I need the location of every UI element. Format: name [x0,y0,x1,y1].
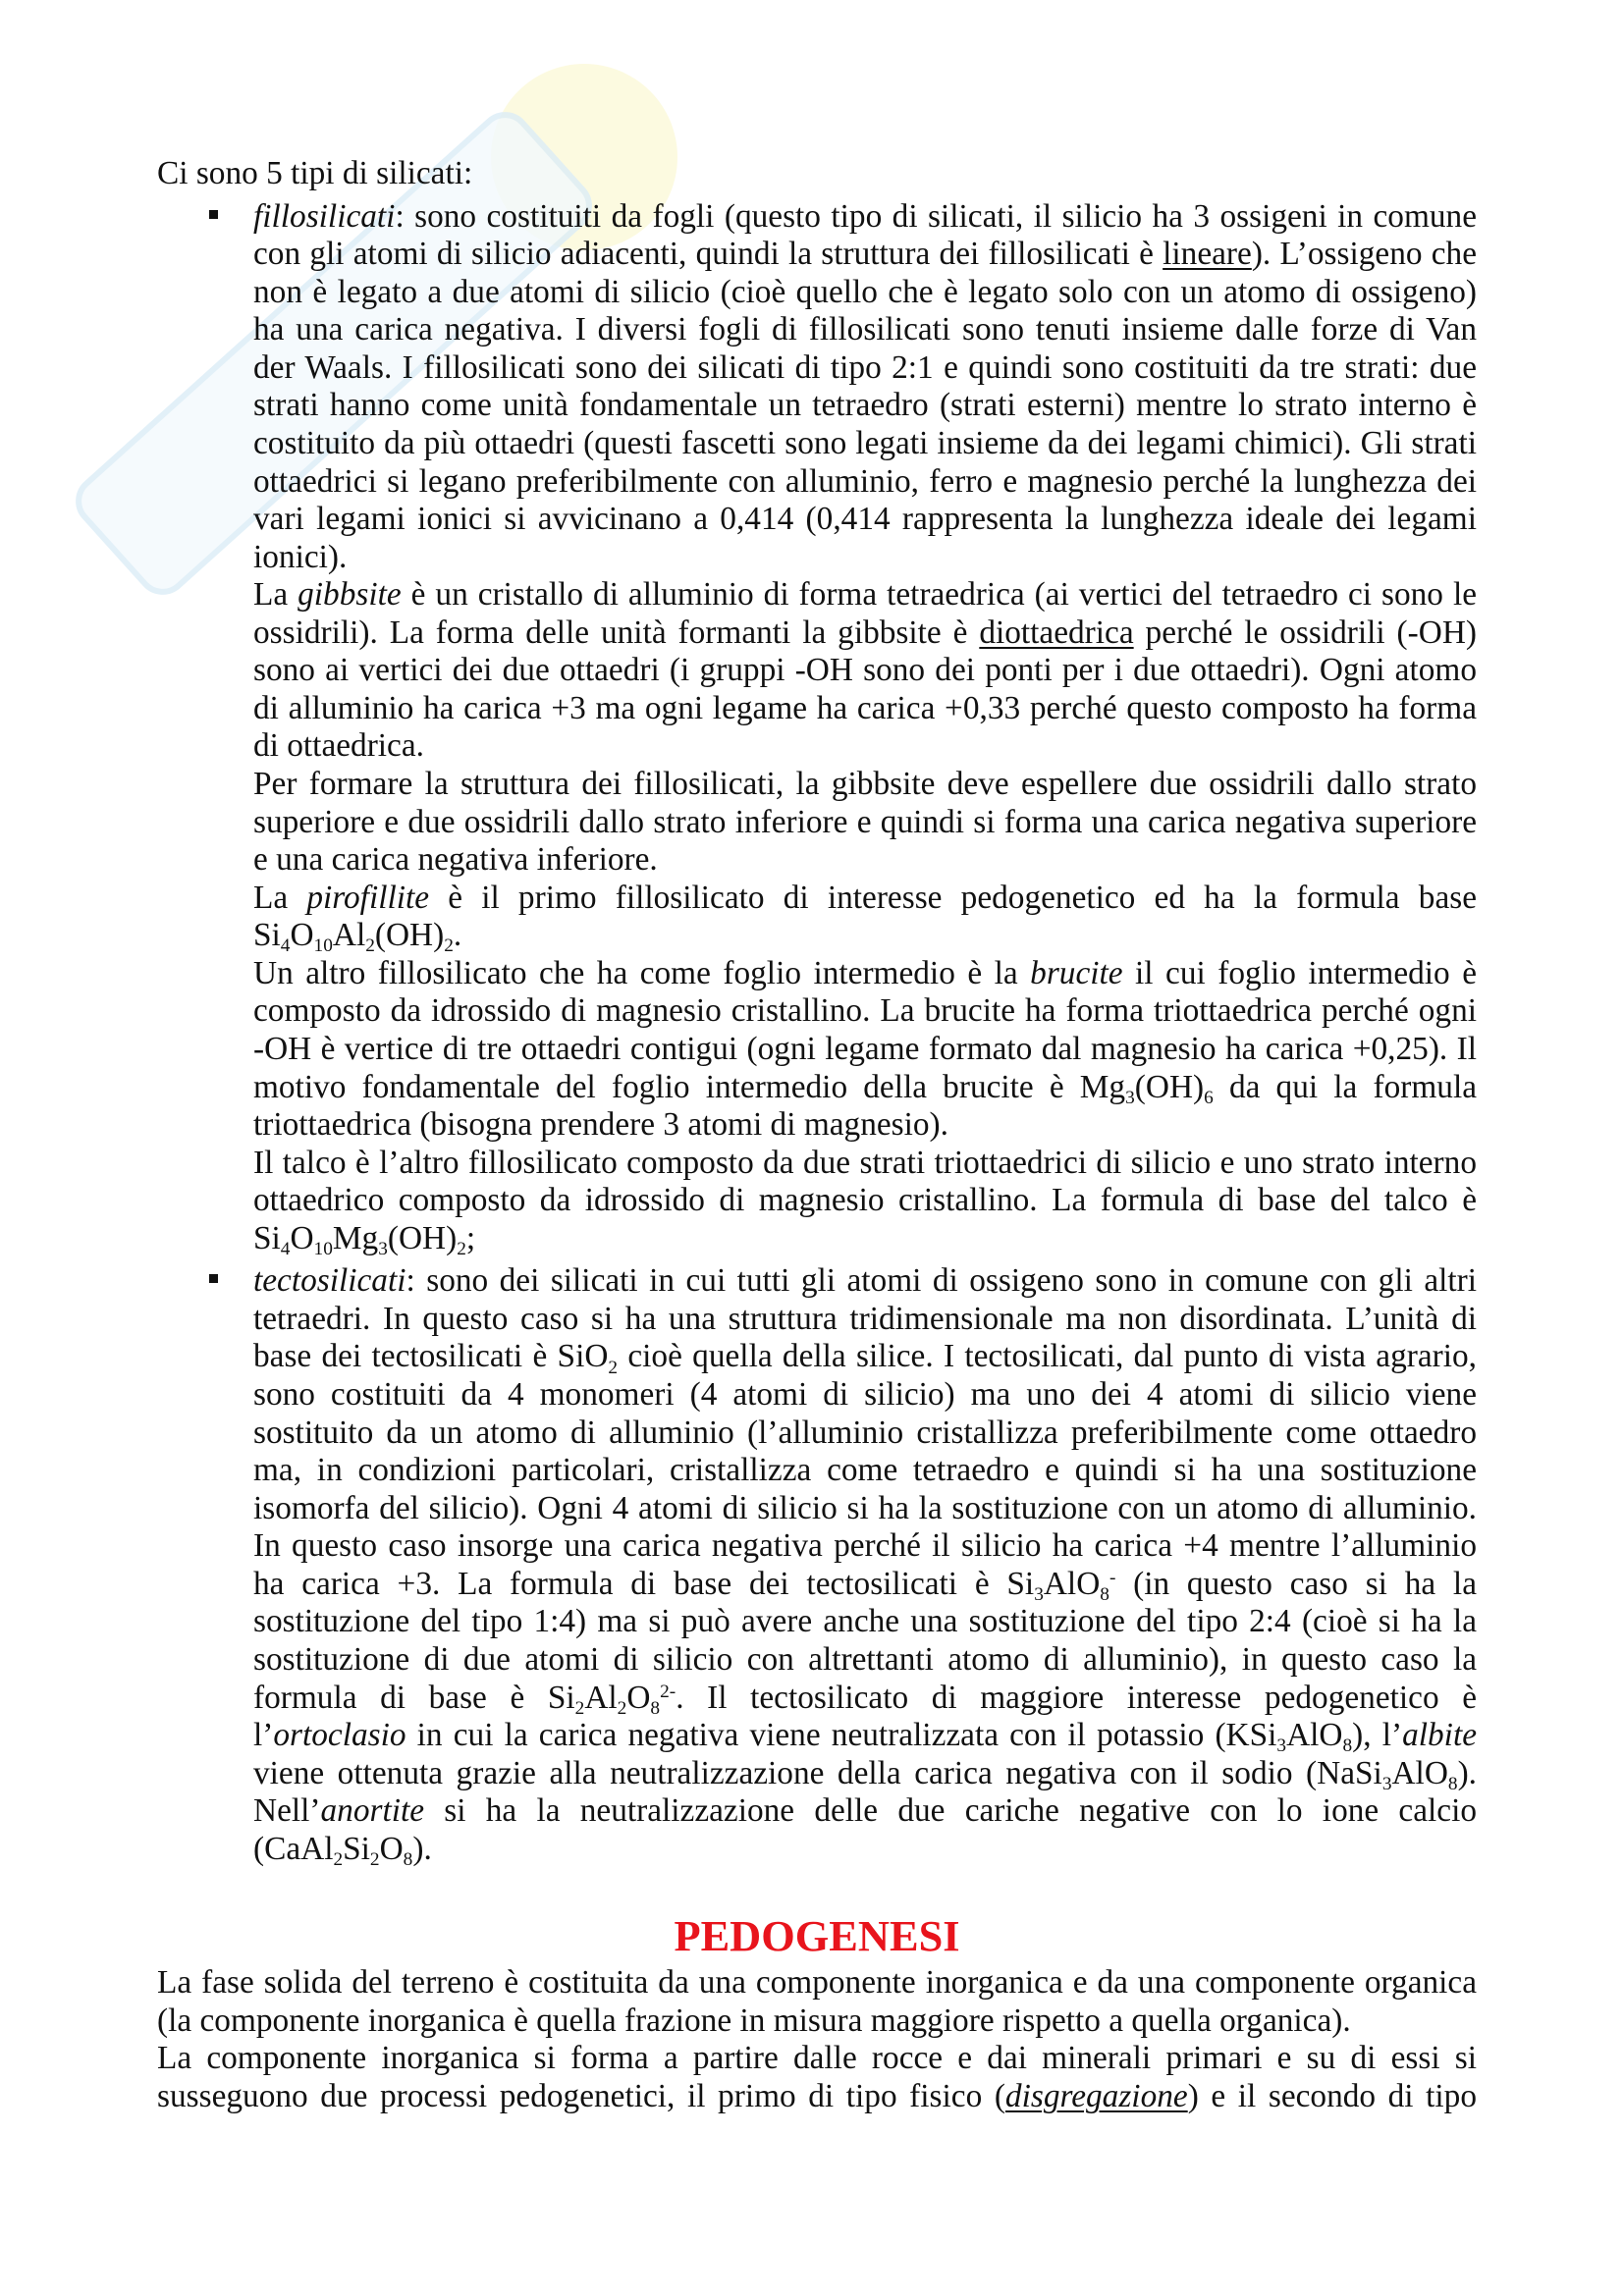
italic-term: tectosilicati [253,1262,406,1300]
text-line [253,1490,1477,1528]
italic-term: brucite [1030,954,1123,991]
text-run: il cui foglio intermedio è [1122,954,1477,991]
text-run: Nell’ [253,1792,321,1830]
text-run: ; [465,1219,476,1256]
superscript: - [1109,1568,1116,1589]
text-run: In questo caso insorge una carica negativa perché il silicio ha carica +4 mentre l’alluminio [253,1527,1477,1565]
text-run: ). L’ossigeno che [1251,236,1477,273]
subscript: 8 [1100,1583,1109,1605]
text-line [253,236,1477,274]
text-run: sono costituiti da 4 monomeri (4 atomi di silicio) ma uno dei 4 atomi di silicio viene [253,1376,1477,1413]
text-line [253,311,1477,349]
subscript: 2 [608,1357,619,1378]
text-line [253,880,1477,918]
text-run: : sono costituiti da fogli (questo tipo di silicati, il silicio ha 3 ossigeni in comune [395,197,1477,235]
underlined-term: diottaedrica [979,614,1134,651]
subscript: 2 [617,1697,627,1719]
text-run: viene ottenuta grazie alla neutralizzazione della carica negativa con il sodio (NaSi [253,1754,1382,1791]
text-run: (OH) [1134,1068,1205,1105]
text-run: O [379,1830,404,1867]
pedogenesi-paragraph [157,1964,1477,2115]
list-item-fillosilicati [157,198,1477,1258]
subscript: 8 [403,1848,413,1870]
text-run: (in questo caso si ha la [1115,1565,1477,1602]
text-run: -OH è vertice di tre ottaedri contigui (ogni legame formato dal magnesio ha carica +0,25). Il [253,1030,1477,1067]
text-line [253,1262,1477,1301]
text-line [157,2002,1477,2041]
italic-term: anortite [320,1792,425,1830]
text-run: . [453,917,462,954]
underlined-term: lineare [1163,236,1252,273]
subscript: 2 [365,935,375,957]
text-line [253,766,1477,804]
text-run: sostituzione di due atomi di silicio con altrettanti atomo di alluminio), in questo caso la [253,1640,1477,1678]
text-run: AlO [1286,1717,1343,1754]
text-run: isomorfa del silicio). Ogni 4 atomi di silicio si ha la sostituzione con un atomo di alluminio. [253,1489,1477,1526]
subscript: 3 [1125,1087,1135,1108]
text-line [157,2078,1477,2116]
text-run: costituito da più ottaedri (questi fascetti sono legati insieme da dei legami chimici). Gli strati [253,424,1477,461]
italic-term: disgregazione [1004,2077,1188,2114]
text-line [253,1680,1477,1718]
text-line [253,387,1477,425]
text-line [157,1964,1477,2002]
text-run: (la componente inorganica è quella frazione in misura maggiore rispetto a quella organica). [157,2002,1351,2039]
subscript: 8 [1447,1773,1458,1794]
italic-term: albite [1402,1717,1477,1754]
text-line [157,2040,1477,2078]
text-line [253,463,1477,502]
italic-term: gibbsite [298,576,402,614]
text-run: sostituito da un atomo di alluminio (l’alluminio cristallizza preferibilmente come ottaedro [253,1414,1477,1451]
italic-term: fillosilicati [253,197,396,235]
text-run: AlO [1043,1565,1101,1602]
document-body [157,155,1477,2116]
text-run: ossidrili). La forma delle unità formanti la gibbsite è [253,614,980,651]
text-line [253,1376,1477,1415]
text-run: ), l’ [1352,1717,1403,1754]
text-line [253,614,1477,653]
section-heading: PEDOGENESI [674,1911,960,1961]
subscript: 3 [1034,1583,1044,1605]
list-item-text [253,1262,1477,1868]
text-run: formula di base è Si [253,1679,575,1716]
text-line [253,198,1477,237]
text-run: è un cristallo di alluminio di forma tetraedrica (ai vertici del tetraedro ci sono le [401,576,1477,614]
square-bullet-icon [209,210,218,219]
text-run: composto da idrossido di magnesio cristallino. La brucite ha forma triottaedrica perché ogni [253,992,1477,1030]
text-run: Mg [332,1219,379,1256]
text-run: non è legato a due atomi di silicio (cioè quello che è legato solo con un atomo di ossigeno) [253,273,1477,310]
text-run: (CaAl [253,1830,334,1867]
text-line [253,1527,1477,1566]
text-run: l’ [253,1717,274,1754]
text-run: Si [253,917,281,954]
text-run: con gli atomi di silicio adiacenti, quindi la struttura dei fillosilicati è [253,236,1163,273]
text-line [253,917,1477,955]
text-run: La [253,576,298,614]
subscript: 2 [457,1238,466,1259]
list-item-tectosilicati [157,1262,1477,1868]
text-run: Si [343,1830,370,1867]
subscript: 10 [313,1238,333,1259]
text-run: Un altro fillosilicato che ha come foglio intermedio è la [253,954,1031,991]
text-line [253,804,1477,842]
text-run: base dei tectosilicati è SiO [253,1338,609,1375]
text-line [253,1831,1477,1869]
text-line [253,1220,1477,1258]
text-run: sono ai vertici dei due ottaedri (i gruppi -OH sono dei ponti per i due ottaedri). Ogni atomo [253,652,1477,689]
text-run: di alluminio ha carica +3 ma ogni legame ha carica +0,33 perché questo composto ha forma [253,689,1477,726]
text-run: Ci sono 5 tipi di silicati: [157,155,473,191]
subscript: 2 [444,935,454,957]
text-run: si ha la neutralizzazione delle due cariche negative con lo ione calcio [424,1792,1477,1830]
text-run: Il talco è l’altro fillosilicato composto da due strati triottaedrici di silicio e uno strato interno [253,1144,1477,1181]
text-line [253,1031,1477,1069]
text-line [253,1603,1477,1641]
text-run: ottaedrico composto da idrossido di magnesio cristallino. La formula di base del talco è [253,1182,1477,1219]
text-line [253,1755,1477,1793]
text-run: e una carica negativa inferiore. [253,841,658,879]
text-line [253,955,1477,993]
subscript: 8 [650,1697,661,1719]
italic-term: pirofillite [306,879,430,916]
text-line [253,690,1477,728]
text-line [253,1301,1477,1339]
text-run: motivo fondamentale del foglio intermedio della brucite è Mg [253,1068,1126,1105]
text-run: ma, in condizioni particolari, cristallizza come tetraedro e quindi si ha una sostituzione [253,1452,1477,1489]
text-run: da qui la formula [1213,1068,1477,1105]
text-run: AlO [1391,1754,1448,1791]
subscript: 3 [1276,1735,1287,1757]
text-run: superiore e due ossidrili dallo strato inferiore e quindi si forma una carica negativa superiore [253,803,1477,840]
text-run: ). [412,1830,432,1867]
text-line [253,1145,1477,1183]
subscript: 2 [574,1697,585,1719]
text-line [253,576,1477,614]
subscript: 3 [1381,1773,1392,1794]
text-run: O [626,1679,651,1716]
text-run: (OH) [387,1219,458,1256]
text-run: Al [584,1679,618,1716]
text-run: Al [332,917,366,954]
text-run: Si [253,1219,281,1256]
square-bullet-icon [209,1274,218,1283]
italic-term: ortoclasio [273,1717,406,1754]
text-run: cioè quella della silice. I tectosilicati, dal punto di vista agrario, [618,1338,1477,1375]
text-run: der Waals. I fillosilicati sono dei silicati di tipo 2:1 e quindi sono costituiti da tre strati: due [253,348,1477,386]
text-run: ottaedrici si legano preferibilmente con alluminio, ferro e magnesio perché la lunghezza dei [253,462,1477,500]
text-run: . Il tectosilicato di maggiore interesse pedogenetico è [676,1679,1478,1716]
text-run: (OH) [374,917,445,954]
text-line [253,992,1477,1031]
text-run: ha una carica negativa. I diversi fogli di fillosilicati sono tenuti insieme dalle forze di Van [253,311,1477,348]
subscript: 4 [280,1238,291,1259]
text-run: sostituzione del tipo 1:4) ma si può avere anche una sostituzione del tipo 2:4 (cioè si ha la [253,1603,1477,1640]
list-item-text [253,198,1477,1258]
text-run: La [253,879,307,916]
text-run: in cui la carica negativa viene neutralizzata con il potassio (KSi [406,1717,1277,1754]
text-line [253,274,1477,312]
text-line [157,155,1477,193]
text-line [253,425,1477,463]
text-line [253,1338,1477,1376]
text-run: è il primo fillosilicato di interesse pedogenetico ed ha la formula base [429,879,1478,916]
text-run: ha carica +3. La formula di base dei tectosilicati è Si [253,1565,1035,1602]
text-run: ). [1457,1754,1477,1791]
silicate-types-list [157,198,1477,1869]
text-line [253,1641,1477,1680]
text-run: O [290,917,314,954]
text-line [253,501,1477,539]
text-run: strati hanno come unità fondamentale un tetraedro (strati esterni) mentre lo strato interno è [253,387,1477,424]
text-run: perché le ossidrili (-OH) [1133,614,1477,651]
text-run: di ottaedrica. [253,727,424,765]
subscript: 2 [333,1848,344,1870]
subscript: 6 [1204,1087,1214,1108]
subscript: 10 [313,935,333,957]
text-line [253,1182,1477,1220]
text-run: ionici). [253,538,348,575]
text-run: susseguono due processi pedogenetici, il primo di tipo fisico ( [157,2077,1005,2114]
text-line [253,1069,1477,1107]
text-run: tetraedri. In questo caso si ha una struttura tridimensionale ma non disordinata. L’unità di [253,1300,1477,1337]
text-run: vari legami ionici si avvicinano a 0,414 (0,414 rappresenta la lunghezza ideale dei legami [253,501,1477,538]
text-line [253,1792,1477,1831]
text-line [253,1717,1477,1755]
text-line [253,1452,1477,1490]
text-line [253,1106,1477,1145]
text-line [253,1415,1477,1453]
text-line [253,652,1477,690]
intro-paragraph [157,155,1477,193]
text-run: : sono dei silicati in cui tutti gli atomi di ossigeno sono in comune con gli altri [406,1262,1477,1300]
subscript: 2 [369,1848,380,1870]
text-line [253,539,1477,577]
text-run: La fase solida del terreno è costituita da una componente inorganica e da una componente organica [157,1964,1477,2002]
text-line [253,727,1477,766]
text-run: ) e il secondo di tipo [1187,2077,1477,2114]
subscript: 8 [1342,1735,1353,1757]
subscript: 4 [280,935,291,957]
superscript: 2- [660,1681,676,1702]
text-line [253,841,1477,880]
text-line [253,1566,1477,1604]
text-run: O [290,1219,314,1256]
subscript: 3 [378,1238,388,1259]
text-run: triottaedrica (bisogna prendere 3 atomi di magnesio). [253,1106,948,1144]
text-line [253,349,1477,388]
text-run: La componente inorganica si forma a partire dalle rocce e dai minerali primari e su di essi si [157,2040,1477,2077]
text-run: Per formare la struttura dei fillosilicati, la gibbsite deve espellere due ossidrili dallo strato [253,766,1477,802]
